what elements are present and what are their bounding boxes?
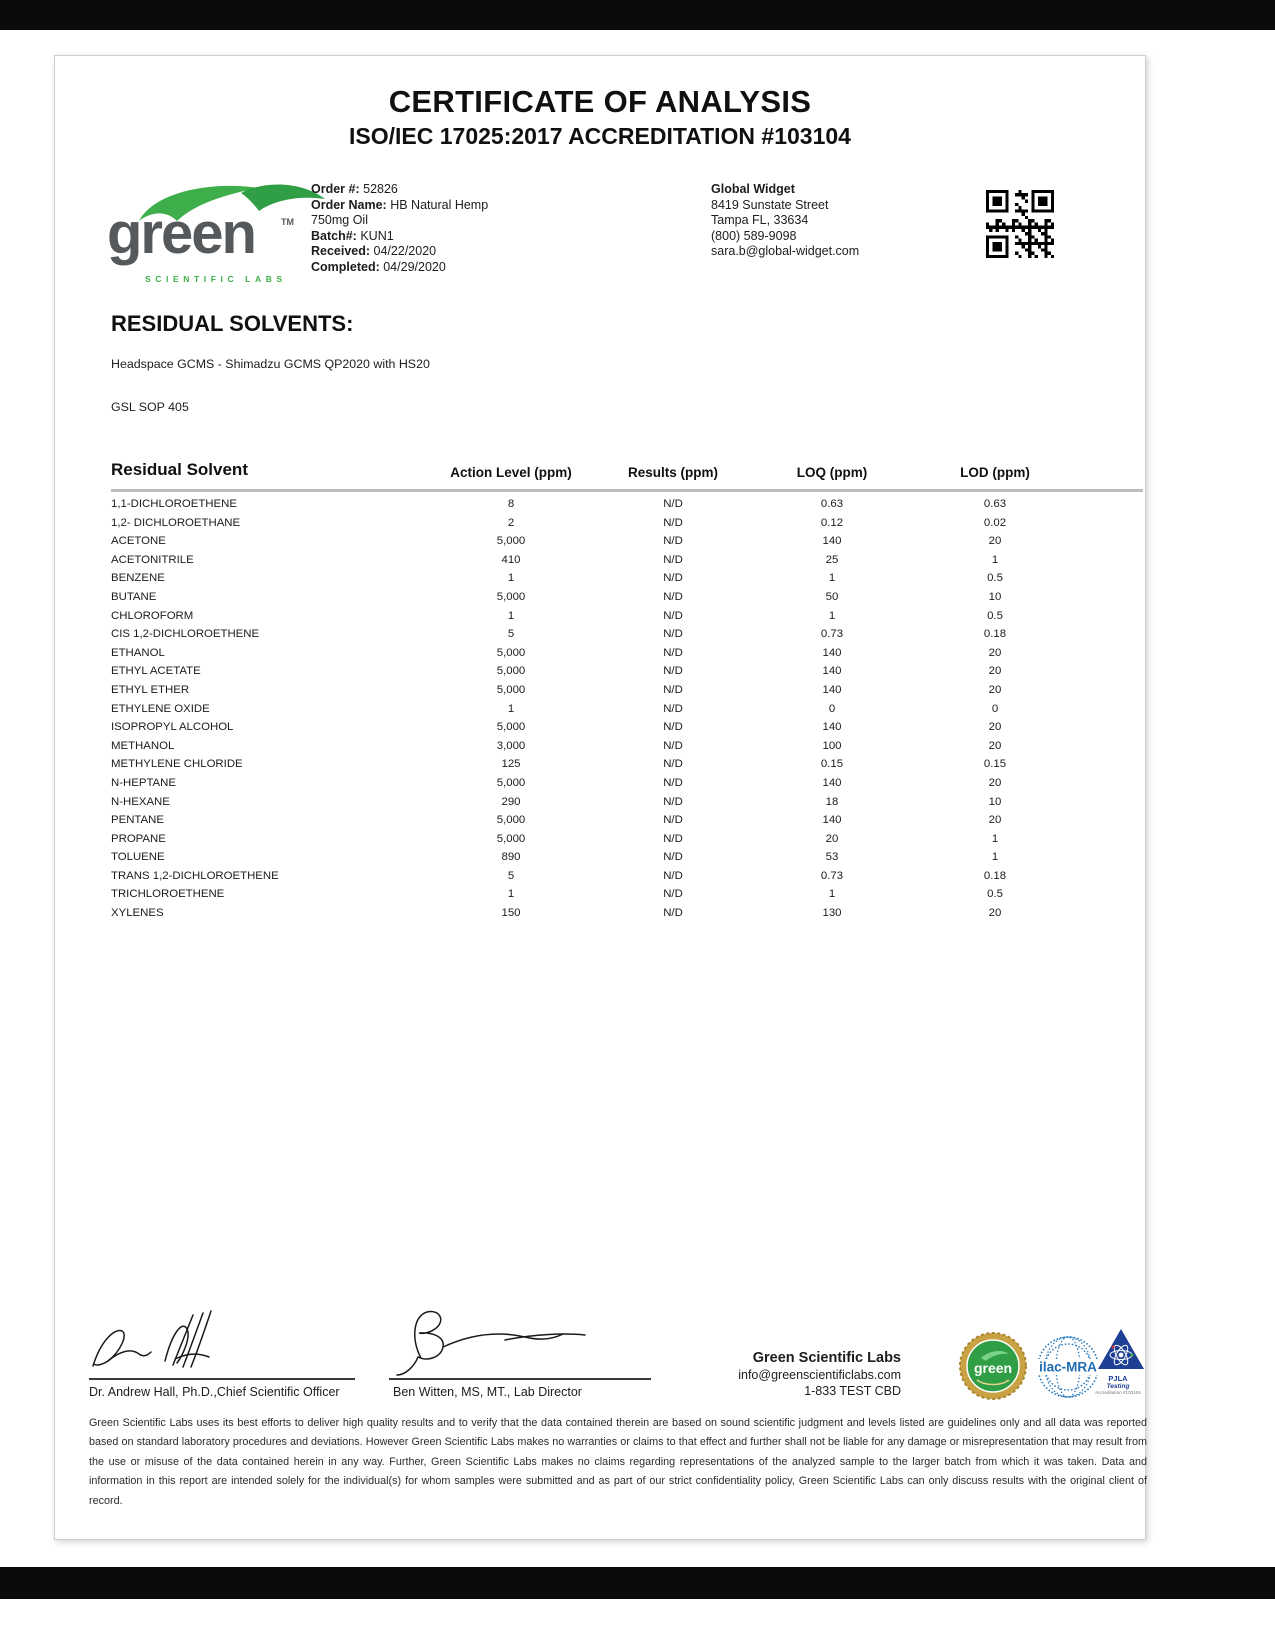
loq-cell: 0.12	[820, 516, 844, 529]
results-cell: N/D	[663, 758, 683, 771]
header-loq: LOQ (ppm)	[745, 460, 919, 491]
lod-cell: 20	[988, 721, 1002, 734]
order-line	[311, 213, 488, 229]
loq-cell: 100	[822, 739, 842, 752]
header-results: Results (ppm)	[601, 460, 745, 491]
results-cell: N/D	[663, 888, 683, 901]
table-row	[111, 904, 1143, 923]
solvent-name-cell: METHYLENE CHLORIDE	[111, 758, 243, 771]
filler-cell	[1071, 755, 1143, 774]
order-line	[311, 229, 488, 245]
results-cell: N/D	[663, 572, 683, 585]
lod-cell: 0.5	[987, 572, 1003, 585]
solvent-name-cell: 1,2- DICHLOROETHANE	[111, 516, 241, 529]
top-black-bar	[0, 0, 1275, 30]
header-filler	[1071, 460, 1143, 491]
results-cell: N/D	[663, 628, 683, 641]
filler-cell	[1071, 700, 1143, 719]
order-value: 750mg Oil	[311, 213, 368, 228]
green-seal-logo	[959, 1332, 1027, 1400]
solvent-name-cell: ETHYL ETHER	[111, 683, 190, 696]
loq-cell: 130	[822, 907, 842, 920]
signature-andrew-hall-icon	[85, 1308, 345, 1378]
solvent-name-cell: TRANS 1,2-DICHLOROETHENE	[111, 869, 279, 882]
lab-email: info@greenscientificlabs.com	[738, 1368, 901, 1382]
signature-line	[389, 1378, 651, 1380]
filler-cell	[1071, 885, 1143, 904]
lod-cell: 0.5	[987, 888, 1003, 901]
loq-cell: 140	[822, 814, 842, 827]
action-level-cell: 1	[507, 888, 515, 901]
lod-cell: 0	[991, 702, 999, 715]
lod-cell: 10	[988, 795, 1002, 808]
results-cell: N/D	[663, 832, 683, 845]
filler-cell	[1071, 607, 1143, 626]
order-value: HB Natural Hemp	[390, 197, 489, 212]
lod-cell: 20	[988, 683, 1002, 696]
table-row	[111, 607, 1143, 626]
table-row	[111, 551, 1143, 570]
lod-cell: 20	[988, 646, 1002, 659]
header-residual-solvent: Residual Solvent	[111, 460, 421, 491]
order-label: Order Name:	[311, 197, 387, 212]
loq-cell: 0.15	[820, 758, 844, 771]
order-label: Completed:	[311, 259, 380, 274]
results-cell: N/D	[663, 609, 683, 622]
results-cell: N/D	[663, 739, 683, 752]
solvent-name-cell: TRICHLOROETHENE	[111, 888, 225, 901]
loq-cell: 50	[825, 590, 839, 603]
solvent-name-cell: 1,1-DICHLOROETHENE	[111, 498, 237, 510]
client-name: Global Widget	[711, 182, 795, 196]
loq-cell: 1	[828, 609, 836, 622]
order-label: Batch#:	[311, 228, 357, 243]
action-level-cell: 5,000	[496, 535, 526, 548]
action-level-cell: 5,000	[496, 665, 526, 678]
action-level-cell: 5,000	[496, 683, 526, 696]
client-email: sara.b@global-widget.com	[711, 244, 860, 259]
client-address-line: Tampa FL, 33634	[711, 213, 809, 228]
table-row	[111, 569, 1143, 588]
action-level-cell: 1	[507, 702, 515, 715]
lod-cell: 20	[988, 776, 1002, 789]
action-level-cell: 5,000	[496, 814, 526, 827]
solvents-table-body	[111, 491, 1143, 923]
loq-cell: 1	[828, 888, 836, 901]
loq-cell: 0.73	[820, 628, 844, 641]
results-cell: N/D	[663, 553, 683, 566]
solvent-name-cell: ETHANOL	[111, 646, 165, 659]
coa-title: CERTIFICATE OF ANALYSIS	[388, 84, 812, 119]
filler-cell	[1071, 681, 1143, 700]
lod-cell: 20	[988, 814, 1002, 827]
pjla-triangle-icon	[1091, 1328, 1145, 1370]
filler-cell	[1071, 569, 1143, 588]
results-cell: N/D	[663, 795, 683, 808]
solvent-name-cell: N-HEXANE	[111, 795, 170, 808]
table-row	[111, 532, 1143, 551]
solvent-name-cell: ETHYLENE OXIDE	[111, 702, 210, 715]
loq-cell: 140	[822, 683, 842, 696]
results-cell: N/D	[663, 516, 683, 529]
loq-cell: 20	[825, 832, 839, 845]
filler-cell	[1071, 662, 1143, 681]
order-info	[311, 182, 488, 276]
pjla-subtext: Testing	[1106, 1383, 1130, 1390]
loq-cell: 25	[825, 553, 839, 566]
results-cell: N/D	[663, 907, 683, 920]
solvent-name-cell: ACETONITRILE	[111, 553, 194, 566]
method-line: Headspace GCMS - Shimadzu GCMS QP2020 with HS20	[111, 357, 430, 371]
solvent-name-cell: N-HEPTANE	[111, 776, 176, 789]
lod-cell: 20	[988, 535, 1002, 548]
results-cell: N/D	[663, 814, 683, 827]
filler-cell	[1071, 774, 1143, 793]
action-level-cell: 5,000	[496, 590, 526, 603]
results-cell: N/D	[663, 646, 683, 659]
lod-cell: 20	[988, 907, 1002, 920]
client-address-line: 8419 Sunstate Street	[711, 197, 829, 212]
order-line	[311, 198, 488, 214]
order-line	[311, 244, 488, 260]
results-cell: N/D	[663, 776, 683, 789]
results-cell: N/D	[663, 683, 683, 696]
pjla-name: PJLA	[1108, 1374, 1128, 1383]
pjla-logo	[1091, 1328, 1145, 1396]
table-row	[111, 662, 1143, 681]
results-cell: N/D	[663, 869, 683, 882]
pjla-accreditation: Accreditation #103104	[1095, 1390, 1141, 1395]
lod-cell: 0.5	[987, 609, 1003, 622]
results-cell: N/D	[663, 665, 683, 678]
action-level-cell: 1	[507, 609, 515, 622]
signature-ben-witten-icon	[385, 1300, 655, 1380]
logo-subtext: SCIENTIFIC LABS	[145, 274, 287, 284]
filler-cell	[1071, 830, 1143, 849]
solvent-name-cell: CIS 1,2-DICHLOROETHENE	[111, 628, 260, 641]
table-row	[111, 737, 1143, 756]
action-level-cell: 2	[507, 516, 515, 529]
table-row	[111, 625, 1143, 644]
results-cell: N/D	[663, 702, 683, 715]
lod-cell: 0.18	[983, 869, 1007, 882]
client-phone: (800) 589-9098	[711, 228, 797, 243]
action-level-cell: 410	[501, 553, 521, 566]
ilac-text: ilac-MRA	[1039, 1359, 1097, 1375]
filler-cell	[1071, 551, 1143, 570]
action-level-cell: 125	[501, 758, 521, 771]
filler-cell	[1071, 737, 1143, 756]
table-row	[111, 885, 1143, 904]
filler-cell	[1071, 848, 1143, 867]
action-level-cell: 1	[507, 572, 515, 585]
lod-cell: 20	[988, 665, 1002, 678]
disclaimer-text: Green Scientific Labs uses its best efforts to deliver high quality results and to verify that the data contained therein are based on sound scientific judgment and levels listed are guidelines only and all data was reported based on standard laboratory procedures and deviations. However Green Scientific Labs makes no warranties or claims to that effect and further shall not be liable for any damage or misrepresentation that may result from the use or misuse of the data contained herein in any way. Further, Green Scientific Labs makes no claims regarding representations of the analyzed sample to the larger batch from which it was taken. Data and information in this report are intended solely for the individual(s) for whom samples were submitted and as part of our strict confidentiality policy, Green Scientific Labs can only discuss results with the original client of record.	[89, 1417, 1147, 1507]
action-level-cell: 5,000	[496, 776, 526, 789]
results-cell: N/D	[663, 721, 683, 734]
solvent-name-cell: ISOPROPYL ALCOHOL	[111, 721, 234, 734]
loq-cell: 0.73	[820, 869, 844, 882]
action-level-cell: 5,000	[496, 721, 526, 734]
order-value: 04/29/2020	[383, 259, 446, 274]
action-level-cell: 5	[507, 869, 515, 882]
loq-cell: 18	[825, 795, 839, 808]
logo-wordmark: green	[107, 201, 255, 266]
action-level-cell: 290	[501, 795, 521, 808]
signature-line	[89, 1378, 355, 1380]
filler-cell	[1071, 718, 1143, 737]
table-row	[111, 793, 1143, 812]
action-level-cell: 3,000	[496, 739, 526, 752]
lod-cell: 1	[991, 553, 999, 566]
solvent-name-cell: BUTANE	[111, 590, 157, 603]
filler-cell	[1071, 867, 1143, 886]
lab-contact	[621, 1350, 901, 1399]
solvents-table	[111, 460, 1143, 923]
lod-cell: 0.63	[983, 498, 1007, 510]
lod-cell: 1	[991, 851, 999, 864]
lab-name: Green Scientific Labs	[752, 1350, 901, 1366]
table-row	[111, 700, 1143, 719]
table-row	[111, 848, 1143, 867]
solvent-name-cell: PENTANE	[111, 814, 164, 827]
solvent-name-cell: BENZENE	[111, 572, 165, 585]
loq-cell: 53	[825, 851, 839, 864]
solvent-name-cell: CHLOROFORM	[111, 609, 194, 622]
loq-cell: 0	[828, 702, 836, 715]
solvent-name-cell: METHANOL	[111, 739, 175, 752]
table-row	[111, 681, 1143, 700]
table-row	[111, 774, 1143, 793]
loq-cell: 140	[822, 776, 842, 789]
bottom-black-bar	[0, 1567, 1275, 1599]
order-value: 52826	[363, 182, 398, 196]
results-cell: N/D	[663, 851, 683, 864]
solvent-name-cell: ETHYL ACETATE	[111, 665, 201, 678]
action-level-cell: 8	[507, 498, 515, 510]
seal-text: green	[973, 1360, 1013, 1376]
results-cell: N/D	[663, 498, 683, 510]
loq-cell: 140	[822, 646, 842, 659]
lod-cell: 1	[991, 832, 999, 845]
header-lod: LOD (ppm)	[919, 460, 1071, 491]
filler-cell	[1071, 514, 1143, 533]
table-row	[111, 514, 1143, 533]
loq-cell: 140	[822, 535, 842, 548]
lod-cell: 0.18	[983, 628, 1007, 641]
table-row	[111, 830, 1143, 849]
solvent-name-cell: ACETONE	[111, 535, 166, 548]
table-header-row	[111, 460, 1143, 491]
header-action-level: Action Level (ppm)	[421, 460, 601, 491]
signer-name: Ben Witten, MS, MT., Lab Director	[393, 1385, 582, 1399]
order-label: Order #:	[311, 182, 360, 196]
section-heading: RESIDUAL SOLVENTS:	[111, 311, 354, 336]
table-row	[111, 718, 1143, 737]
results-cell: N/D	[663, 590, 683, 603]
logo-tm: TM	[281, 217, 294, 227]
action-level-cell: 5,000	[496, 832, 526, 845]
filler-cell	[1071, 644, 1143, 663]
loq-cell: 1	[828, 572, 836, 585]
table-row	[111, 644, 1143, 663]
order-line	[311, 182, 488, 198]
lod-cell: 0.02	[983, 516, 1007, 529]
filler-cell	[1071, 904, 1143, 923]
filler-cell	[1071, 588, 1143, 607]
action-level-cell: 890	[501, 851, 521, 864]
lod-cell: 20	[988, 739, 1002, 752]
filler-cell	[1071, 532, 1143, 551]
table-row	[111, 811, 1143, 830]
accreditation-subtitle: ISO/IEC 17025:2017 ACCREDITATION #103104	[349, 123, 851, 149]
table-row	[111, 755, 1143, 774]
filler-cell	[1071, 811, 1143, 830]
lab-phone: 1-833 TEST CBD	[804, 1384, 901, 1398]
solvent-name-cell: XYLENES	[111, 907, 164, 920]
action-level-cell: 5,000	[496, 646, 526, 659]
lod-cell: 10	[988, 590, 1002, 603]
table-row	[111, 867, 1143, 886]
filler-cell	[1071, 793, 1143, 812]
solvent-name-cell: PROPANE	[111, 832, 166, 845]
order-value: KUN1	[360, 228, 394, 243]
table-row	[111, 588, 1143, 607]
filler-cell	[1071, 491, 1143, 514]
client-info	[711, 182, 859, 260]
qr-code-icon	[986, 190, 1054, 258]
certificate-card	[54, 55, 1146, 1540]
results-cell: N/D	[663, 535, 683, 548]
filler-cell	[1071, 625, 1143, 644]
signer-name: Dr. Andrew Hall, Ph.D.,Chief Scientific Officer	[89, 1385, 340, 1399]
solvent-name-cell: TOLUENE	[111, 851, 165, 864]
action-level-cell: 150	[501, 907, 521, 920]
loq-cell: 140	[822, 721, 842, 734]
action-level-cell: 5	[507, 628, 515, 641]
sop-line: GSL SOP 405	[111, 400, 189, 414]
table-row	[111, 491, 1143, 514]
order-value: 04/22/2020	[373, 244, 437, 259]
loq-cell: 140	[822, 665, 842, 678]
lod-cell: 0.15	[983, 758, 1007, 771]
loq-cell: 0.63	[820, 498, 844, 510]
order-label: Received:	[311, 244, 371, 259]
order-line	[311, 260, 488, 276]
